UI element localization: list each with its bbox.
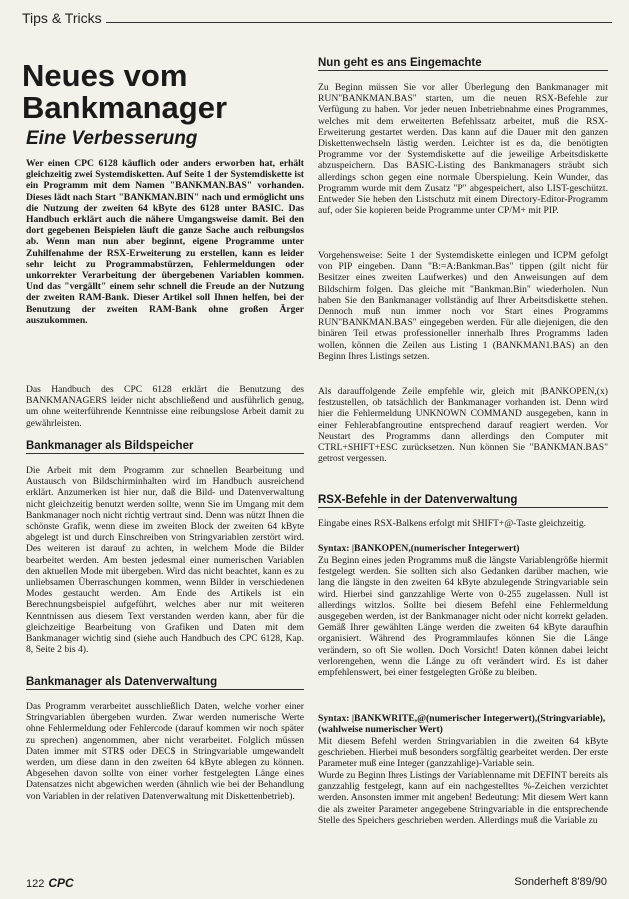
footer-left [26,876,74,890]
paragraph-bildspeicher: Die Arbeit mit dem Programm zur schnellen Bearbeitung und Austausch von Bildschirminhalten wird im Handbuch ausreichend erklärt. Anzumerken ist hier nur, daß die Bild- und Datenverwaltung nicht gleichzeitig benutzt werden sollte, wenn Sie im Umgang mit dem Bankmanager noch nicht richtig vertraut sind. Denn was nützt Ihnen die schönste Grafik, wenn diese im zweiten Block der zweiten 64 kByte abgelegt ist und durch Einschreiben von Stringvariablen zerstört wird. Des weiteren ist darauf zu achten, in welchem Mode die Bilder bearbeitet werden. Am besten jedesmal einer numerischen Variablen den aktuellen Mode mit übergeben. Wird das nicht beachtet, kann es zu unliebsamen Überraschungen kommen, wenn Bilder in verschiedenen Modes gestaucht werden. Am Ende des Artikels ist ein Berechnungsbeispiel aufgeführt, welches aber nur mit weiteren Kenntnissen aus diesem Text verstanden werden kann, aber für die gleichzeitige Bearbeitung von Grafiken und Daten mit dem Bankmanager wichtig sind (siehe auch Handbuch des CPC 6128, Kap. 8, Seite 2 bis 4). [26,465,304,656]
article-title: Neues vom Bankmanager [22,58,228,125]
section-header [22,10,612,30]
article-subtitle: Eine Verbesserung [26,128,198,149]
intro-paragraph: Das Handbuch des CPC 6128 erklärt die Benutzung des BANKMANAGERS leider nicht abschließend und ausführlich genug, um ohne weiterführende Kenntnisse eine reibungslose Arbeit damit zu gewährleisten. [26,384,304,429]
heading-eingemachte: Nun geht es ans Eingemachte [318,57,608,71]
magazine-logo: CPC [48,876,74,890]
header-rule [22,22,612,23]
paragraph-bankwrite: Mit diesem Befehl werden Stringvariablen in die zweiten 64 kByte geschrieben. Hierbei muß besonders sorgfältig gearbeitet werden. Der erste Parameter muß eine Integer (ganzzahlige)-Variable sein. [318,736,608,770]
footer-issue: Sonderheft 8'89/90 [514,876,607,888]
paragraph-eingemachte: Zu Beginn müssen Sie vor aller Überlegung den Bankmanager mit RUN"BANKMAN.BAS" starten, um die neuen RSX-Befehle zur Verfügung zu haben. Vor jeder neuen Inbetriebnahme eines Programmes, welches mit dem erweiterten Befehlssatz arbeitet, muß die RSX-Erweiterung gestartet werden. Das kann auf die Dauer mit den ganzen Diskettenwechseln lästig werden. Leichter ist es da, die benötigten Programme vor der Systemdiskette auf die jeweilige Arbeitsdiskette abzuspeichern. Das BASIC-Listing des Bankmanagers sträubt sich allerdings schon gegen eine normale Überspielung. Kein Wunder, das Programm wurde mit dem Zusatz "P" abgespeichert, also LIST-geschützt. Entweder Sie heben den Listschutz mit einem Directory-Editor-Programm auf, oder Sie kopieren beide Programme unter CP/M+ mit PIP. [318,82,608,217]
paragraph-datenverwaltung: Das Programm verarbeitet ausschließlich Daten, welche vorher einer Stringvariablen übergeben wurden. Zwar werden numerische Werte ohne Fehlermeldung oder Fehlercode (darauf kommen wir noch später zu sprechen) angenommen, aber nicht verarbeitet. Folglich müssen Daten immer mit STR$ oder DEC$ in Stringvariable umgewandelt werden, um diese dann in den zweiten 64 kByte ablegen zu können. Abgesehen davon sollte von einer vorher festgelegten Länge eines Datensatzes nicht abgewichen werden (ähnlich wie bei der Behandlung von Variablen in der relativen Datenverwaltung mit Diskettenbetrieb). [26,701,304,802]
paragraph-empfehle: Als darauffolgende Zeile empfehle wir, gleich mit |BANKOPEN,(x) festzustellen, ob tatsächlich der Bankmanager vorhanden ist. Denn wird hier die Fehlermeldung UNKNOWN COMMAND ausgegeben, kann in einer Fehlerabfangroutine entsprechend darauf reagiert werden. Vor Neustart des Programms dann allerdings den Computer mit CTRL+SHIFT+ESC zurücksetzen. Nun können Sie "BANKMAN.BAS" getrost vergessen. [318,386,608,465]
heading-bildspeicher: Bankmanager als Bildspeicher [26,440,304,454]
syntax-bankwrite: Syntax: |BANKWRITE,@(numerischer Integerwert),(Stringvariable),(wahlweise numerischer Wert) [318,713,606,736]
syntax-bankopen: Syntax: |BANKOPEN,(numerischer Integerwert) [318,543,520,554]
intro-bold-paragraph: Wer einen CPC 6128 käuflich oder anders erworben hat, erhält gleichzeitig zwei Systemdisketten. Auf Seite 1 der Systemdiskette ist ein Programm mit dem Namen "BANKMAN.BAS" vorhanden. Dieses lädt nach Start "BANKMAN.BIN" nach und ermöglicht uns die Nutzung der zweiten 64 kByte des 6128 unter BASIC. Das Handbuch erklärt auch die nähere Umgangsweise damit. Bei den dort gegebenen Beispielen läuft die ganze Sache auch reibungslos ab. Wenn man nun aber beginnt, eigene Programme unter Zuhilfenahme der RSX-Erweiterung zu erstellen, kann es leider sehr leicht zu Programmabstürzen, Fehlermeldungen oder unkorrekter Verarbeitung der übergebenen Variablen kommen. Und das "vergällt" einem sehr schnell die Freude an der Nutzung der zweiten RAM-Bank. Dieser Artikel soll Ihnen helfen, bei der Benutzung der zweiten RAM-Bank ohne großen Ärger auszukommen. [26,158,304,326]
page-number: 122 [26,878,45,890]
heading-datenverwaltung: Bankmanager als Datenverwaltung [26,676,304,690]
paragraph-rsx-intro: Eingabe eines RSX-Balkens erfolgt mit SHIFT+@-Taste gleichzeitig. [318,518,587,529]
paragraph-bankwrite-2: Wurde zu Beginn Ihres Listings der Variablenname mit DEFINT bereits als ganzzahlig festgelegt, kann auf ein nachgestelltes %-Zeichen verzichtet werden. Ansonsten immer mit angeben! Bedeutung: Mit diesem Wert kann die als zweiter Parameter angegebene Stringvariable in die entsprechende Stelle des Speichers geschrieben werden. Allerdings muß die Variable zu [318,770,608,826]
paragraph-bankopen: Zu Beginn eines jeden Programms muß die längste Variablengröße hiermit festgelegt werden. Sie sollten sich also Gedanken darüber machen, wie lang die längste in den zweiten 64 kByte abzulegende Stringvariable sein wird. Hierbei sind ganzzahlige Werte von 0-255 zugelassen. Null ist allerdings witzlos. Sollte bei diesem Befehl eine Fehlermeldung ausgegeben werden, ist der Bankmanager nicht oder nicht korrekt geladen. Gemäß Ihrer gewählten Länge werden die zweiten 64 kByte daraufhin organisiert. Während des Programmlaufes können Sie die Länge verändern, so oft Sie wollen. Doch Vorsicht! Daten können dabei leicht verlorengehen, wenn die Länge zu oft verändert wird. Es ist daher empfehlenswert, bei einer festgelegten Größe zu bleiben. [318,555,608,679]
section-label: Tips & Tricks [22,10,106,26]
heading-rsx: RSX-Befehle in der Datenverwaltung [318,494,608,508]
paragraph-vorgehensweise: Vorgehensweise: Seite 1 der Systemdiskette einlegen und ICPM gefolgt von PIP eingeben. Dann "B:=A:Bankman.Bas" tippen (gilt nicht für Besitzer eines zweiten Laufwerkes) und den Anweisungen auf dem Bildschirm folgen. Das gleiche mit "Bankman.Bin" wiederholen. Nun haben Sie den Bankmanager vollständig auf Ihrer Arbeitsdiskette stehen. Dennoch muß nun immer noch vor Start eines Programms RUN"BANKMAN.BAS" eingegeben werden. Für alle diejenigen, die den binären Teil etwas professioneller innerhalb Ihres Programms laden wollen, können die Zeilen aus Listing 1 (BANKMAN1.BAS) an den Beginn Ihres Listings setzen. [318,250,608,362]
